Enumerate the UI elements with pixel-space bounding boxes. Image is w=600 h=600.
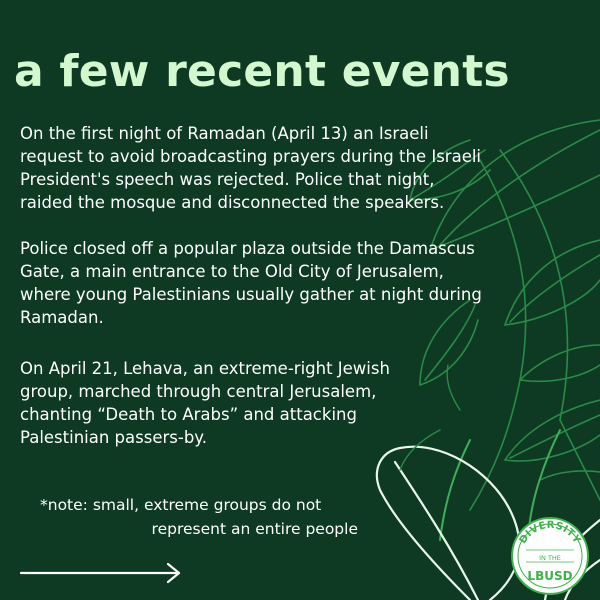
slide-title: a few recent events — [14, 46, 510, 97]
paragraph-line: request to avoid broadcasting prayers during the Israeli — [20, 147, 482, 166]
paragraph-damascus-gate — [20, 237, 482, 329]
paragraph-ramadan-night — [20, 122, 481, 214]
note-line: represent an entire people — [151, 520, 358, 538]
paragraph-line: Gate, a main entrance to the Old City of Jerusalem, — [20, 262, 444, 281]
paragraph-line: Palestinian passers-by. — [20, 428, 207, 447]
paragraph-line: Ramadan. — [20, 308, 104, 327]
paragraph-line: chanting “Death to Arabs” and attacking — [20, 405, 357, 424]
logo-bottom-text: LBUSD — [527, 569, 573, 583]
logo-top-text: DIVERSITY — [517, 519, 583, 546]
paragraph-line: where young Palestinians usually gather at night during — [20, 285, 482, 304]
note-line: *note: small, extreme groups do not — [40, 496, 322, 514]
paragraph-line: On the first night of Ramadan (April 13) an Israeli — [20, 124, 429, 143]
paragraph-line: group, marched through central Jerusalem, — [20, 382, 377, 401]
paragraph-line: raided the mosque and disconnected the speakers. — [20, 193, 445, 212]
paragraph-lehava-march — [20, 357, 390, 449]
paragraph-line: On April 21, Lehava, an extreme-right Jewish — [20, 359, 390, 378]
logo-middle-text: IN THE — [539, 554, 561, 562]
paragraph-line: President's speech was rejected. Police that night, — [20, 170, 435, 189]
diversity-logo — [508, 514, 592, 598]
arrow-right-icon[interactable] — [20, 562, 184, 584]
paragraph-line: Police closed off a popular plaza outside the Damascus — [20, 239, 475, 258]
disclaimer-note — [40, 493, 358, 541]
